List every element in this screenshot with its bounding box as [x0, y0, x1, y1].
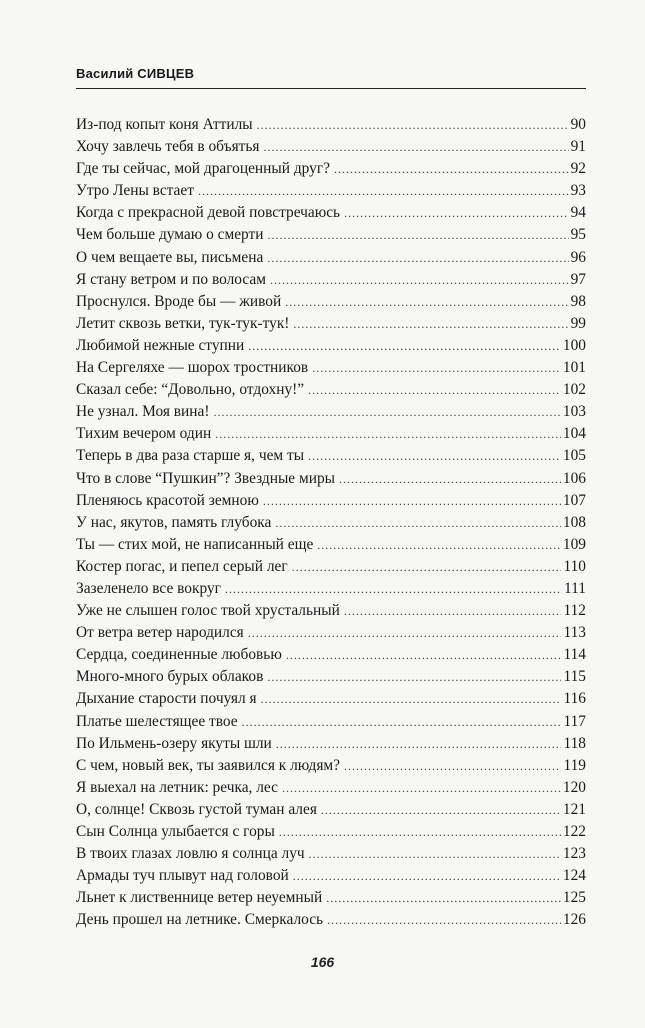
dot-leader [326, 887, 561, 909]
toc-entry [76, 114, 586, 136]
dot-leader [248, 622, 562, 644]
dot-leader [242, 711, 562, 733]
toc-entry-title: Платье шелестящее твое [76, 712, 238, 730]
dot-leader [267, 247, 568, 269]
dot-leader [268, 224, 569, 246]
dot-leader [282, 777, 561, 799]
toc-entry-page: 90 [570, 116, 586, 133]
toc-entry-title: О чем вещаете вы, письмена [76, 248, 264, 266]
toc-entry [76, 490, 586, 512]
toc-entry-title: Любимой нежные ступни [76, 336, 245, 354]
dot-leader [339, 468, 561, 490]
toc-entry [76, 423, 586, 445]
toc-entry-title: Льнет к лиственнице ветер неуемный [76, 889, 323, 907]
toc-entry-title: Теперь в два раза старше я, чем ты [76, 447, 305, 465]
toc-entry-title: Что в слове “Пушкин”? Звездные миры [76, 469, 336, 487]
author-name: Василий СИВЦЕВ [76, 66, 195, 81]
toc-entry-title: Из-под копыт коня Аттилы [76, 116, 253, 133]
toc-entry [76, 600, 586, 622]
toc-entry [76, 180, 586, 202]
dot-leader [279, 821, 561, 843]
toc-entry-page: 116 [563, 690, 586, 708]
toc-entry-page: 125 [562, 889, 586, 907]
toc-entry-page: 101 [562, 359, 586, 377]
dot-leader [213, 401, 560, 423]
toc-entry-page: 112 [563, 602, 586, 620]
toc-entry-title: Много-много бурых облаков [76, 668, 264, 686]
dot-leader [267, 666, 561, 688]
toc-entry-title: Я выехал на летник: речка, лес [76, 778, 278, 796]
toc-entry-page: 100 [562, 336, 586, 354]
dot-leader [327, 909, 561, 931]
toc-entry [76, 733, 586, 755]
toc-entry [76, 556, 586, 578]
toc-entry [76, 688, 586, 710]
toc-entry-page: 96 [570, 248, 586, 266]
toc-entry [76, 468, 586, 490]
toc-entry [76, 799, 586, 821]
toc-entry [76, 313, 586, 335]
toc-entry [76, 622, 586, 644]
toc-entry [76, 445, 586, 467]
toc-entry-title: Чем больше думаю о смерти [76, 226, 264, 244]
toc-entry-title: От ветра ветер народился [76, 624, 244, 642]
toc-entry-page: 120 [562, 778, 586, 796]
toc-entry-page: 107 [562, 491, 586, 509]
toc-entry-page: 122 [562, 823, 586, 840]
dot-leader [344, 600, 562, 622]
toc-entry [76, 202, 586, 224]
toc-entry [76, 224, 586, 246]
toc-entry-page: 103 [562, 403, 586, 421]
dot-leader [309, 843, 561, 865]
toc-entry-title: Летит сквозь ветки, тук-тук-тук! [76, 314, 290, 332]
dot-leader [275, 512, 561, 534]
toc-entry [76, 755, 586, 777]
toc-entry-page: 102 [562, 381, 586, 399]
toc-entry-page: 117 [563, 712, 586, 730]
table-of-contents [76, 114, 586, 931]
toc-entry-title: Армады туч плывут над головой [76, 867, 289, 885]
toc-entry [76, 136, 586, 158]
dot-leader [198, 180, 569, 202]
toc-entry-title: Сердца, соединенные любовью [76, 646, 282, 664]
dot-leader [317, 534, 561, 556]
toc-entry-page: 119 [563, 756, 586, 774]
toc-entry-page: 97 [570, 270, 586, 288]
toc-entry [76, 821, 586, 843]
toc-entry-page: 113 [563, 624, 586, 642]
toc-entry [76, 291, 586, 313]
toc-entry-title: Дыхание старости почуял я [76, 690, 257, 708]
toc-entry-page: 123 [562, 845, 586, 863]
toc-entry-title: Утро Лены встает [76, 182, 194, 200]
toc-entry-title: В твоих глазах ловлю я солнца луч [76, 845, 305, 863]
toc-entry-title: Я стану ветром и по волосам [76, 270, 266, 288]
toc-entry-title: Когда с прекрасной девой повстречаюсь [76, 204, 341, 222]
dot-leader [225, 578, 562, 600]
dot-leader [334, 158, 569, 180]
toc-entry [76, 777, 586, 799]
dot-leader [261, 688, 562, 710]
toc-entry-title: День прошел на летнике. Смеркалось [76, 911, 324, 929]
dot-leader [270, 269, 569, 291]
dot-leader [312, 357, 561, 379]
toc-entry [76, 865, 586, 887]
dot-leader [308, 445, 561, 467]
toc-entry-title: Уже не слышен голос твой хрустальный [76, 602, 340, 620]
toc-entry [76, 357, 586, 379]
toc-entry-title: У нас, якутов, память глубока [76, 513, 272, 531]
toc-entry-page: 111 [564, 579, 586, 597]
toc-entry-page: 95 [570, 226, 586, 244]
toc-entry [76, 158, 586, 180]
toc-entry-page: 92 [570, 160, 586, 178]
running-header [76, 66, 586, 89]
toc-entry [76, 335, 586, 357]
toc-entry-page: 124 [562, 867, 586, 885]
toc-entry-page: 99 [570, 314, 586, 332]
toc-entry [76, 247, 586, 269]
toc-entry-title: Где ты сейчас, мой драгоценный друг? [76, 160, 330, 178]
dot-leader [321, 799, 561, 821]
toc-entry [76, 644, 586, 666]
dot-leader [248, 335, 561, 357]
toc-entry [76, 534, 586, 556]
toc-entry-page: 118 [563, 734, 586, 752]
toc-entry-title: Зазеленело все вокруг [76, 579, 221, 597]
toc-entry [76, 401, 586, 423]
dot-leader [263, 490, 561, 512]
toc-entry-page: 108 [562, 513, 586, 531]
toc-entry-page: 121 [562, 800, 586, 818]
dot-leader [276, 733, 562, 755]
toc-entry-title: Проснулся. Вроде бы — живой [76, 292, 282, 310]
toc-entry-page: 93 [570, 182, 586, 200]
toc-entry-title: Костер погас, и пепел серый лег [76, 557, 288, 575]
toc-entry [76, 887, 586, 909]
toc-entry-page: 114 [563, 646, 586, 664]
dot-leader [286, 644, 562, 666]
toc-entry [76, 843, 586, 865]
toc-entry-title: Тихим вечером один [76, 425, 212, 443]
toc-entry-title: Не узнал. Моя вина! [76, 403, 210, 421]
toc-entry-title: О, солнце! Сквозь густой туман алея [76, 800, 317, 818]
dot-leader [257, 114, 569, 136]
toc-entry-title: Сын Солнца улыбается с горы [76, 823, 275, 840]
toc-entry-page: 109 [562, 535, 586, 553]
toc-entry-title: Ты — стих мой, не написанный еще [76, 535, 314, 553]
toc-entry-title: С чем, новый век, ты заявился к людям? [76, 756, 340, 774]
toc-entry-title: Сказал себе: “Довольно, отдохну!” [76, 381, 305, 399]
dot-leader [293, 313, 568, 335]
toc-entry-title: Хочу завлечь тебя в объятья [76, 138, 260, 156]
toc-entry [76, 379, 586, 401]
toc-entry [76, 909, 586, 931]
dot-leader [344, 755, 562, 777]
dot-leader [215, 423, 561, 445]
toc-entry [76, 711, 586, 733]
toc-entry-page: 115 [563, 668, 586, 686]
dot-leader [308, 379, 561, 401]
toc-entry [76, 578, 586, 600]
toc-entry-page: 105 [562, 447, 586, 465]
toc-entry-title: Пленяюсь красотой земною [76, 491, 259, 509]
page-number: 166 [310, 954, 335, 970]
toc-entry-title: На Сергеляхе — шорох тростников [76, 359, 309, 377]
toc-entry [76, 269, 586, 291]
toc-entry [76, 666, 586, 688]
dot-leader [285, 291, 568, 313]
dot-leader [344, 202, 569, 224]
dot-leader [293, 865, 561, 887]
dot-leader [263, 136, 568, 158]
toc-entry-title: По Ильмень-озеру якуты шли [76, 734, 272, 752]
toc-entry-page: 94 [570, 204, 586, 222]
toc-entry-page: 104 [562, 425, 586, 443]
toc-entry [76, 512, 586, 534]
toc-entry-page: 98 [570, 292, 586, 310]
toc-entry-page: 126 [562, 911, 586, 929]
toc-entry-page: 110 [563, 557, 586, 575]
toc-entry-page: 106 [562, 469, 586, 487]
toc-entry-page: 91 [570, 138, 586, 156]
dot-leader [292, 556, 562, 578]
